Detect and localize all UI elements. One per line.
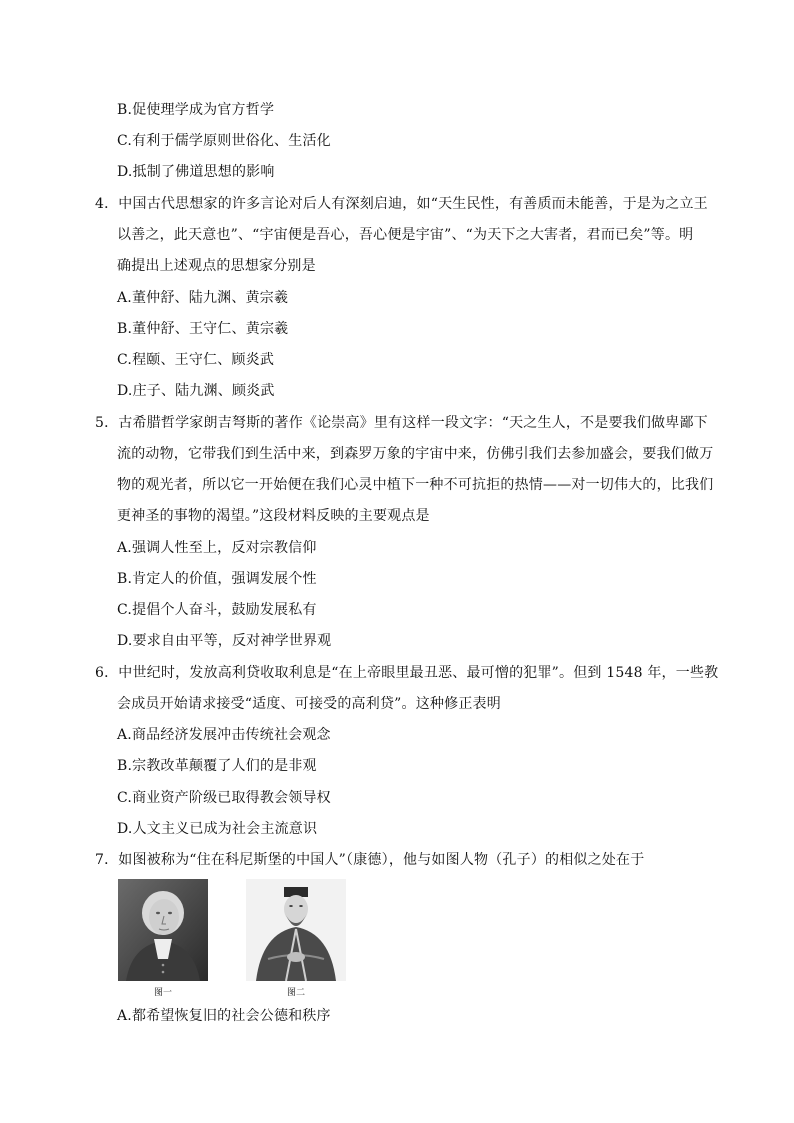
question-6-option-a: A.商品经济发展冲击传统社会观念: [117, 727, 331, 743]
confucius-portrait-image: [246, 879, 346, 981]
question-6-stem-line-1: 6．中世纪时，发放高利贷收取利息是“在上帝眼里最丑恶、最可憎的犯罪”。但到 1548 年，一些教: [95, 665, 719, 681]
figure-confucius: [246, 879, 346, 999]
question-4-option-d: D.庄子、陆九渊、顾炎武: [117, 383, 275, 399]
question-6-option-b: B.宗教改革颠覆了人们的是非观: [117, 758, 317, 774]
prev-option-d: D.抵制了佛道思想的影响: [117, 164, 275, 180]
question-6-stem-line-2: 会成员开始请求接受“适度、可接受的高利贷”。这种修正表明: [117, 696, 501, 712]
question-5-stem-line-4: 更神圣的事物的渴望。”这段材料反映的主要观点是: [117, 508, 430, 524]
question-4-stem-line-2: 以善之，此天意也”、“宇宙便是吾心，吾心便是宇宙”、“为天下之大害者，君而已矣”等。明: [117, 227, 694, 243]
question-4-option-c: C.程颐、王守仁、顾炎武: [117, 352, 275, 368]
question-4-stem-line-1: 4．中国古代思想家的许多言论对后人有深刻启迪，如“天生民性，有善质而未能善，于是为之立王: [95, 196, 708, 212]
question-6-option-c: C.商业资产阶级已取得教会领导权: [117, 790, 331, 806]
figure-1-caption: 图一: [153, 988, 172, 998]
kant-portrait-image: [118, 879, 208, 981]
question-7-stem-line-1: 7．如图被称为“住在科尼斯堡的中国人”（康德），他与如图人物（孔子）的相似之处在于: [95, 852, 645, 868]
figure-2-caption: 图二: [286, 988, 305, 998]
prev-option-c: C.有利于儒学原则世俗化、生活化: [117, 133, 331, 149]
question-4-stem-line-3: 确提出上述观点的思想家分别是: [117, 258, 316, 274]
prev-option-b: B.促使理学成为官方哲学: [117, 102, 275, 118]
question-5-option-b: B.肯定人的价值，强调发展个性: [117, 571, 317, 587]
question-5-stem-line-3: 物的观光者，所以它一开始便在我们心灵中植下一种不可抗拒的热情——对一切伟大的，比我们: [117, 477, 714, 493]
question-5-option-c: C.提倡个人奋斗，鼓励发展私有: [117, 602, 317, 618]
figure-kant: [118, 879, 208, 999]
question-5-stem-line-1: 5．古希腊哲学家朗吉弩斯的著作《论崇高》里有这样一段文字：“天之生人，不是要我们做卑鄙下: [95, 415, 708, 431]
question-7-option-a: A.都希望恢复旧的社会公德和秩序: [117, 1008, 331, 1024]
question-7-figures: [118, 879, 358, 1003]
question-4-option-a: A.董仲舒、陆九渊、黄宗羲: [117, 290, 289, 306]
question-6-option-d: D.人文主义已成为社会主流意识: [117, 821, 318, 837]
question-5-stem-line-2: 流的动物，它带我们到生活中来，到森罗万象的宇宙中来，仿佛引我们去参加盛会，要我们做万: [117, 446, 714, 462]
question-5-option-d: D.要求自由平等，反对神学世界观: [117, 633, 332, 649]
question-4-option-b: B.董仲舒、王守仁、黄宗羲: [117, 321, 289, 337]
question-5-option-a: A.强调人性至上，反对宗教信仰: [117, 540, 317, 556]
